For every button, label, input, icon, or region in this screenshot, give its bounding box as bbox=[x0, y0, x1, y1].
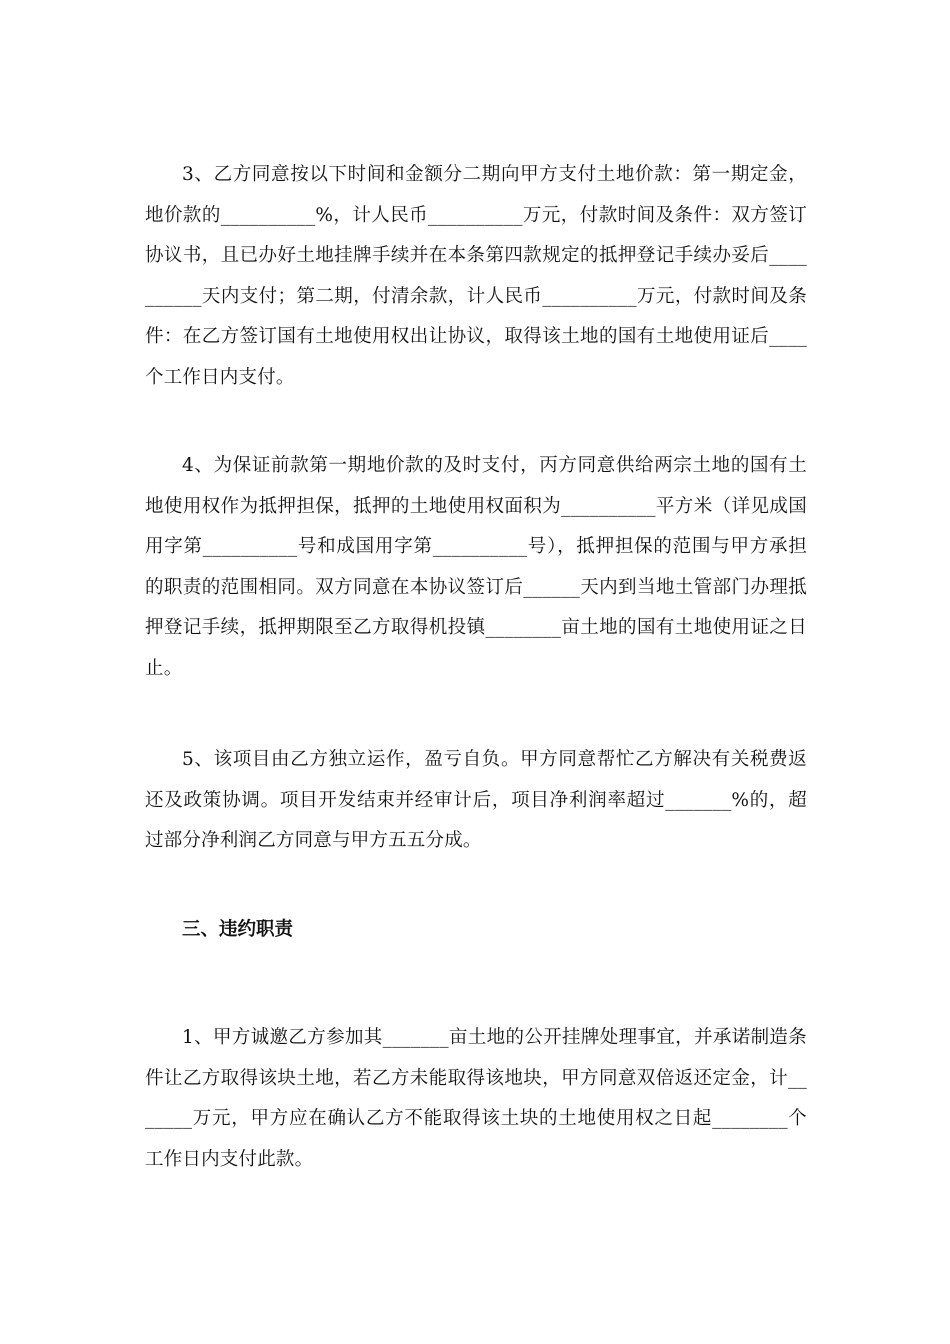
breach-clause-1-paragraph: 1、甲方诚邀乙方参加其_______亩土地的公开挂牌处理事宜，并承诺制造条件让乙方取得该块土地，若乙方未能取得该地块，甲方同意双倍返还定金，计_______万元，甲方应在确认乙方不能取得该土块的土地使用权之日起________个工作日内支付此款。 bbox=[145, 1027, 807, 1170]
clause-3-paragraph: 3、乙方同意按以下时间和金额分二期向甲方支付土地价款：第一期定金，地价款的__________%，计人民币__________万元，付款时间及条件：双方签订协议书，且已办好土地挂牌手续并在本条第四款规定的抵押登记手续办妥后__________天内支付；第二期，付清余款，计人民币__________万元，付款时间及条件：在乙方签订国有土地使用权出让协议，取得该土地的国有土地使用证后____个工作日内支付。 bbox=[145, 164, 807, 388]
clause-4-paragraph: 4、为保证前款第一期地价款的及时支付，丙方同意供给两宗土地的国有土地使用权作为抵押担保，抵押的土地使用权面积为__________平方米（详见成国用字第__________号和成国用字第__________号），抵押担保的范围与甲方承担的职责的范围相同。双方同意在本协议签订后______天内到当地土管部门办理抵押登记手续，抵押期限至乙方取得机投镇________亩土地的国有土地使用证之日止。 bbox=[145, 455, 807, 679]
section-heading: 三、违约职责 bbox=[182, 919, 294, 940]
clause-5-paragraph: 5、该项目由乙方独立运作，盈亏自负。甲方同意帮忙乙方解决有关税费返还及政策协调。项目开发结束并经审计后，项目净利润率超过_______%的，超过部分净利润乙方同意与甲方五五分成。 bbox=[145, 749, 807, 851]
